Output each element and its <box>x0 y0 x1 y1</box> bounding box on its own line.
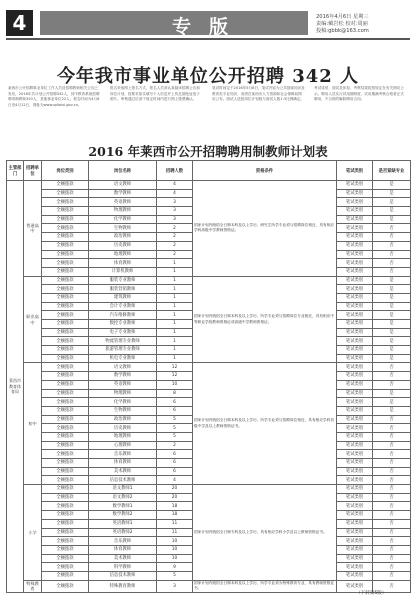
shortage-cell: 否 <box>373 545 411 554</box>
position-cell: 英语教师1 <box>89 519 157 528</box>
intro-column: 报名采取网上报名方式，报名人员须认真阅读招聘公告和岗位计划，按要求如实填写个人信息并上传近期免冠电子照片。审核通过后请于规定时间内进行网上缴费确认。 <box>110 86 200 102</box>
count-cell: 4 <box>157 189 193 198</box>
intro-column: 笔试时间定于2016年5月8日，笔试内容为公共基础知识及教育类专业知识，成绩在莱西市人力资源和社会保障局网站公布。面试人选按岗位计划数与面试人数1:3比例确定。 <box>212 86 305 102</box>
position-cell: 特殊教育教师 <box>89 580 157 592</box>
position-cell: 科学教师 <box>89 563 157 572</box>
meta-line: 投稿:gbbk@163.com <box>316 28 369 34</box>
category-cell: 全额拨款 <box>42 302 89 311</box>
shortage-cell: 是 <box>373 189 411 198</box>
unit-cell: 特殊教育 <box>24 580 42 592</box>
category-cell: 全额拨款 <box>42 476 89 485</box>
shortage-cell: 否 <box>373 432 411 441</box>
count-cell: 6 <box>157 406 193 415</box>
exam-type-cell: 笔试类别 <box>337 554 373 563</box>
count-cell: 20 <box>157 493 193 502</box>
shortage-cell: 是 <box>373 207 411 216</box>
column-header: 笔试类别 <box>337 161 373 181</box>
category-cell: 全额拨款 <box>42 346 89 355</box>
exam-type-cell: 笔试类别 <box>337 320 373 329</box>
count-cell: 1 <box>157 328 193 337</box>
position-cell: 物理教师 <box>89 389 157 398</box>
shortage-cell: 是 <box>373 276 411 285</box>
position-cell: 电子专业教师 <box>89 328 157 337</box>
unit-cell: 初中 <box>24 363 42 485</box>
position-cell: 旅游管理专业教师 <box>89 346 157 355</box>
category-cell: 全额拨款 <box>42 207 89 216</box>
category-cell: 全额拨款 <box>42 528 89 537</box>
category-cell: 全额拨款 <box>42 554 89 563</box>
intro-column: 莱西市公开招聘事业单位工作人员及招聘教师相关公告已发布，2016年共计划公开招聘342人，其中教育系统招聘聘用制教师320人，其他事业单位22人。报名时间为4月8日至4月12日，网址为www.qdlaixi.gov.cn。 <box>8 86 100 107</box>
shortage-cell: 否 <box>373 485 411 494</box>
position-cell: 语文教师1 <box>89 485 157 494</box>
position-cell: 生物教师 <box>89 406 157 415</box>
shortage-cell: 否 <box>373 519 411 528</box>
table-row <box>7 363 411 372</box>
shortage-cell: 否 <box>373 554 411 563</box>
category-cell: 全额拨款 <box>42 537 89 546</box>
shortage-cell: 否 <box>373 493 411 502</box>
count-cell: 3 <box>157 215 193 224</box>
exam-type-cell: 笔试类别 <box>337 380 373 389</box>
position-cell: 地理教师 <box>89 250 157 259</box>
exam-type-cell: 笔试类别 <box>337 580 373 592</box>
meta-line: 责编:戴岩松 校对:周丽 <box>316 21 368 27</box>
category-cell: 全额拨款 <box>42 285 89 294</box>
position-cell: 历史教师 <box>89 241 157 250</box>
header-rule <box>6 38 410 40</box>
position-cell: 历史教师 <box>89 424 157 433</box>
shortage-cell: 否 <box>373 241 411 250</box>
position-cell: 物流管理专业教师 <box>89 337 157 346</box>
shortage-cell: 是 <box>373 181 411 190</box>
shortage-cell: 是 <box>373 198 411 207</box>
section-banner <box>40 11 308 38</box>
exam-type-cell: 笔试类别 <box>337 485 373 494</box>
exam-type-cell: 笔试类别 <box>337 181 373 190</box>
count-cell: 4 <box>157 181 193 190</box>
table-header-row <box>7 161 411 181</box>
category-cell: 全额拨款 <box>42 189 89 198</box>
exam-type-cell: 笔试类别 <box>337 519 373 528</box>
shortage-cell: 是 <box>373 328 411 337</box>
count-cell: 1 <box>157 346 193 355</box>
column-header: 主管部门 <box>7 161 24 181</box>
count-cell: 9 <box>157 563 193 572</box>
category-cell: 全额拨款 <box>42 441 89 450</box>
category-cell: 全额拨款 <box>42 493 89 502</box>
category-cell: 全额拨款 <box>42 511 89 520</box>
position-cell: 英语教师2 <box>89 528 157 537</box>
exam-type-cell: 笔试类别 <box>337 328 373 337</box>
section-title: 专版 <box>172 16 247 38</box>
position-cell: 会计专业教师 <box>89 302 157 311</box>
shortage-cell: 否 <box>373 571 411 580</box>
category-cell: 全额拨款 <box>42 181 89 190</box>
position-cell: 音乐教师 <box>89 450 157 459</box>
count-cell: 10 <box>157 537 193 546</box>
table-title: 2016 年莱西市公开招聘聘用制教师计划表 <box>88 144 328 159</box>
exam-type-cell: 笔试类别 <box>337 302 373 311</box>
shortage-cell: 否 <box>373 580 411 592</box>
shortage-cell: 否 <box>373 476 411 485</box>
category-cell: 全额拨款 <box>42 415 89 424</box>
table-body <box>7 181 411 593</box>
shortage-cell: 是 <box>373 354 411 363</box>
shortage-cell: 否 <box>373 450 411 459</box>
exam-type-cell: 笔试类别 <box>337 450 373 459</box>
position-cell: 美术教师 <box>89 554 157 563</box>
shortage-cell: 否 <box>373 424 411 433</box>
position-cell: 服装专业教师 <box>89 276 157 285</box>
exam-type-cell: 笔试类别 <box>337 233 373 242</box>
category-cell: 全额拨款 <box>42 580 89 592</box>
exam-type-cell: 笔试类别 <box>337 224 373 233</box>
shortage-cell: 否 <box>373 563 411 572</box>
position-cell: 建筑教师 <box>89 293 157 302</box>
intro-column: 考试成绩、面试及体检、考察结果将按规定在有关网站公示。聘用人员实行试用期制度，试用期满考核合格者正式聘用，不合格的解除聘用合同。 <box>314 86 404 102</box>
position-cell: 语文教师2 <box>89 493 157 502</box>
category-cell: 全额拨款 <box>42 467 89 476</box>
count-cell: 3 <box>157 207 193 216</box>
category-cell: 全额拨款 <box>42 571 89 580</box>
position-cell: 数学教师 <box>89 189 157 198</box>
exam-type-cell: 笔试类别 <box>337 276 373 285</box>
exam-type-cell: 笔试类别 <box>337 372 373 381</box>
count-cell: 20 <box>157 485 193 494</box>
position-cell: 生物教师 <box>89 224 157 233</box>
position-cell: 物理教师 <box>89 207 157 216</box>
category-cell: 全额拨款 <box>42 328 89 337</box>
shortage-cell: 是 <box>373 406 411 415</box>
count-cell: 5 <box>157 571 193 580</box>
position-cell: 汽车维修教师 <box>89 311 157 320</box>
shortage-cell: 否 <box>373 528 411 537</box>
category-cell: 全额拨款 <box>42 293 89 302</box>
shortage-cell: 否 <box>373 259 411 268</box>
shortage-cell: 是 <box>373 346 411 355</box>
category-cell: 全额拨款 <box>42 267 89 276</box>
meta-line: 2016年4月6日 星期三 <box>316 14 369 20</box>
shortage-cell: 是 <box>373 337 411 346</box>
headline: 今年我市事业单位公开招聘 342 人 <box>56 66 360 87</box>
exam-type-cell: 笔试类别 <box>337 415 373 424</box>
column-header: 招聘人数 <box>157 161 193 181</box>
exam-type-cell: 笔试类别 <box>337 198 373 207</box>
exam-type-cell: 笔试类别 <box>337 250 373 259</box>
exam-type-cell: 笔试类别 <box>337 354 373 363</box>
count-cell: 1 <box>157 285 193 294</box>
exam-type-cell: 笔试类别 <box>337 267 373 276</box>
shortage-cell: 否 <box>373 415 411 424</box>
exam-type-cell: 笔试类别 <box>337 432 373 441</box>
category-cell: 全额拨款 <box>42 354 89 363</box>
position-cell: 化学教师 <box>89 398 157 407</box>
position-cell: 英语教师 <box>89 198 157 207</box>
shortage-cell: 否 <box>373 467 411 476</box>
category-cell: 全额拨款 <box>42 224 89 233</box>
category-cell: 全额拨款 <box>42 198 89 207</box>
exam-type-cell: 笔试类别 <box>337 207 373 216</box>
shortage-cell: 否 <box>373 267 411 276</box>
position-cell: 音乐教师 <box>89 537 157 546</box>
position-cell: 语文教师 <box>89 363 157 372</box>
column-header: 岗位名称 <box>89 161 157 181</box>
shortage-cell: 是 <box>373 389 411 398</box>
exam-type-cell: 笔试类别 <box>337 537 373 546</box>
position-cell: 政治教师 <box>89 233 157 242</box>
exam-type-cell: 笔试类别 <box>337 398 373 407</box>
count-cell: 18 <box>157 511 193 520</box>
exam-type-cell: 笔试类别 <box>337 241 373 250</box>
table-row <box>7 181 411 190</box>
count-cell: 6 <box>157 459 193 468</box>
count-cell: 3 <box>157 580 193 592</box>
category-cell: 全额拨款 <box>42 380 89 389</box>
intro-columns <box>8 86 408 132</box>
exam-type-cell: 笔试类别 <box>337 563 373 572</box>
category-cell: 全额拨款 <box>42 372 89 381</box>
count-cell: 6 <box>157 398 193 407</box>
position-cell: 体育教师 <box>89 459 157 468</box>
shortage-cell: 是 <box>373 293 411 302</box>
condition-cell: 国家计划内统招全日制本科及以上学历，所学专业须与招聘岗位相近，具有相应学科初级中学及以上教师资格证书。 <box>193 363 337 485</box>
category-cell: 全额拨款 <box>42 320 89 329</box>
dept-cell: 莱西市教育体育局 <box>7 181 24 593</box>
category-cell: 全额拨款 <box>42 563 89 572</box>
position-cell: 化学教师 <box>89 215 157 224</box>
shortage-cell: 否 <box>373 372 411 381</box>
count-cell: 2 <box>157 224 193 233</box>
table-row <box>7 580 411 592</box>
count-cell: 1 <box>157 337 193 346</box>
shortage-cell: 否 <box>373 502 411 511</box>
count-cell: 1 <box>157 259 193 268</box>
count-cell: 6 <box>157 467 193 476</box>
position-cell: 体育教师 <box>89 259 157 268</box>
exam-type-cell: 笔试类别 <box>337 502 373 511</box>
shortage-cell: 否 <box>373 224 411 233</box>
category-cell: 全额拨款 <box>42 215 89 224</box>
count-cell: 2 <box>157 241 193 250</box>
count-cell: 1 <box>157 320 193 329</box>
position-cell: 数学教师2 <box>89 511 157 520</box>
count-cell: 1 <box>157 302 193 311</box>
page-header <box>0 0 416 40</box>
category-cell: 全额拨款 <box>42 398 89 407</box>
category-cell: 全额拨款 <box>42 459 89 468</box>
shortage-cell: 否 <box>373 380 411 389</box>
exam-type-cell: 笔试类别 <box>337 363 373 372</box>
category-cell: 全额拨款 <box>42 432 89 441</box>
exam-type-cell: 笔试类别 <box>337 528 373 537</box>
exam-type-cell: 笔试类别 <box>337 285 373 294</box>
shortage-cell: 是 <box>373 302 411 311</box>
position-cell: 计算机教师 <box>89 267 157 276</box>
category-cell: 全额拨款 <box>42 485 89 494</box>
position-cell: 机电专业教师 <box>89 354 157 363</box>
shortage-cell: 否 <box>373 537 411 546</box>
count-cell: 4 <box>157 476 193 485</box>
position-cell: 信息技术教师 <box>89 476 157 485</box>
condition-cell: 国家计划内统招全日制本科及以上学历，研究生所学专业须与招聘岗位相近，具有相应学科高级中学教师资格证。 <box>193 181 337 277</box>
count-cell: 5 <box>157 415 193 424</box>
shortage-cell: 否 <box>373 250 411 259</box>
category-cell: 全额拨款 <box>42 389 89 398</box>
count-cell: 18 <box>157 502 193 511</box>
count-cell: 12 <box>157 372 193 381</box>
count-cell: 5 <box>157 424 193 433</box>
category-cell: 全额拨款 <box>42 250 89 259</box>
condition-cell: 国家计划内统招全日制本科及以上学历，所学专业须为特殊教育专业，具有教师资格证书。 <box>193 580 337 592</box>
shortage-cell: 是 <box>373 285 411 294</box>
exam-type-cell: 笔试类别 <box>337 424 373 433</box>
count-cell: 1 <box>157 311 193 320</box>
unit-cell: 普通高中 <box>24 181 42 277</box>
header-meta <box>316 14 369 35</box>
position-cell: 语文教师 <box>89 181 157 190</box>
shortage-cell: 是 <box>373 311 411 320</box>
category-cell: 全额拨款 <box>42 233 89 242</box>
unit-cell: 职业高中 <box>24 276 42 363</box>
column-header: 资格条件 <box>193 161 337 181</box>
exam-type-cell: 笔试类别 <box>337 467 373 476</box>
shortage-cell: 是 <box>373 215 411 224</box>
category-cell: 全额拨款 <box>42 406 89 415</box>
condition-cell: 国家计划内统招全日制本科及以上学历，所学专业须与招聘岗位专业相近，具有相应中等职业学校教师资格证或高级中学教师资格证。 <box>193 276 337 363</box>
exam-type-cell: 笔试类别 <box>337 311 373 320</box>
recruitment-table <box>6 160 411 593</box>
shortage-cell: 否 <box>373 459 411 468</box>
count-cell: 3 <box>157 198 193 207</box>
count-cell: 2 <box>157 250 193 259</box>
continued-note: （下转第5版） <box>356 591 387 596</box>
table-row <box>7 485 411 494</box>
shortage-cell: 是 <box>373 320 411 329</box>
position-cell: 体育教师 <box>89 545 157 554</box>
position-cell: 心理教师 <box>89 441 157 450</box>
count-cell: 11 <box>157 519 193 528</box>
exam-type-cell: 笔试类别 <box>337 215 373 224</box>
category-cell: 全额拨款 <box>42 311 89 320</box>
count-cell: 2 <box>157 233 193 242</box>
exam-type-cell: 笔试类别 <box>337 189 373 198</box>
column-header: 岗位类别 <box>42 161 89 181</box>
position-cell: 数学教师1 <box>89 502 157 511</box>
exam-type-cell: 笔试类别 <box>337 389 373 398</box>
category-cell: 全额拨款 <box>42 259 89 268</box>
category-cell: 全额拨款 <box>42 276 89 285</box>
shortage-cell: 否 <box>373 233 411 242</box>
exam-type-cell: 笔试类别 <box>337 293 373 302</box>
position-cell: 美术教师 <box>89 467 157 476</box>
condition-cell: 国家计划内统招全日制专科及以上学历，具有相应学科小学及以上教师资格证书。 <box>193 485 337 581</box>
count-cell: 10 <box>157 545 193 554</box>
category-cell: 全额拨款 <box>42 545 89 554</box>
count-cell: 1 <box>157 293 193 302</box>
exam-type-cell: 笔试类别 <box>337 511 373 520</box>
exam-type-cell: 笔试类别 <box>337 571 373 580</box>
category-cell: 全额拨款 <box>42 241 89 250</box>
category-cell: 全额拨款 <box>42 424 89 433</box>
table-row <box>7 276 411 285</box>
count-cell: 8 <box>157 389 193 398</box>
count-cell: 1 <box>157 354 193 363</box>
count-cell: 12 <box>157 363 193 372</box>
exam-type-cell: 笔试类别 <box>337 346 373 355</box>
exam-type-cell: 笔试类别 <box>337 441 373 450</box>
position-cell: 数控专业教师 <box>89 320 157 329</box>
position-cell: 服装营销教师 <box>89 285 157 294</box>
shortage-cell: 否 <box>373 363 411 372</box>
count-cell: 1 <box>157 267 193 276</box>
count-cell: 1 <box>157 276 193 285</box>
shortage-cell: 否 <box>373 511 411 520</box>
position-cell: 信息技术教师 <box>89 571 157 580</box>
position-cell: 英语教师 <box>89 380 157 389</box>
count-cell: 6 <box>157 450 193 459</box>
position-cell: 地理教师 <box>89 432 157 441</box>
exam-type-cell: 笔试类别 <box>337 337 373 346</box>
count-cell: 10 <box>157 554 193 563</box>
category-cell: 全额拨款 <box>42 502 89 511</box>
count-cell: 10 <box>157 380 193 389</box>
category-cell: 全额拨款 <box>42 519 89 528</box>
exam-type-cell: 笔试类别 <box>337 459 373 468</box>
count-cell: 11 <box>157 528 193 537</box>
column-header: 招聘单位 <box>24 161 42 181</box>
page-number: 4 <box>6 10 33 36</box>
exam-type-cell: 笔试类别 <box>337 406 373 415</box>
exam-type-cell: 笔试类别 <box>337 476 373 485</box>
category-cell: 全额拨款 <box>42 450 89 459</box>
exam-type-cell: 笔试类别 <box>337 259 373 268</box>
count-cell: 5 <box>157 432 193 441</box>
shortage-cell: 否 <box>373 441 411 450</box>
shortage-cell: 是 <box>373 398 411 407</box>
category-cell: 全额拨款 <box>42 363 89 372</box>
position-cell: 数学教师 <box>89 372 157 381</box>
unit-cell: 小学 <box>24 485 42 581</box>
column-header: 是否紧缺专业 <box>373 161 411 181</box>
position-cell: 政治教师 <box>89 415 157 424</box>
exam-type-cell: 笔试类别 <box>337 545 373 554</box>
category-cell: 全额拨款 <box>42 337 89 346</box>
exam-type-cell: 笔试类别 <box>337 493 373 502</box>
count-cell: 2 <box>157 441 193 450</box>
